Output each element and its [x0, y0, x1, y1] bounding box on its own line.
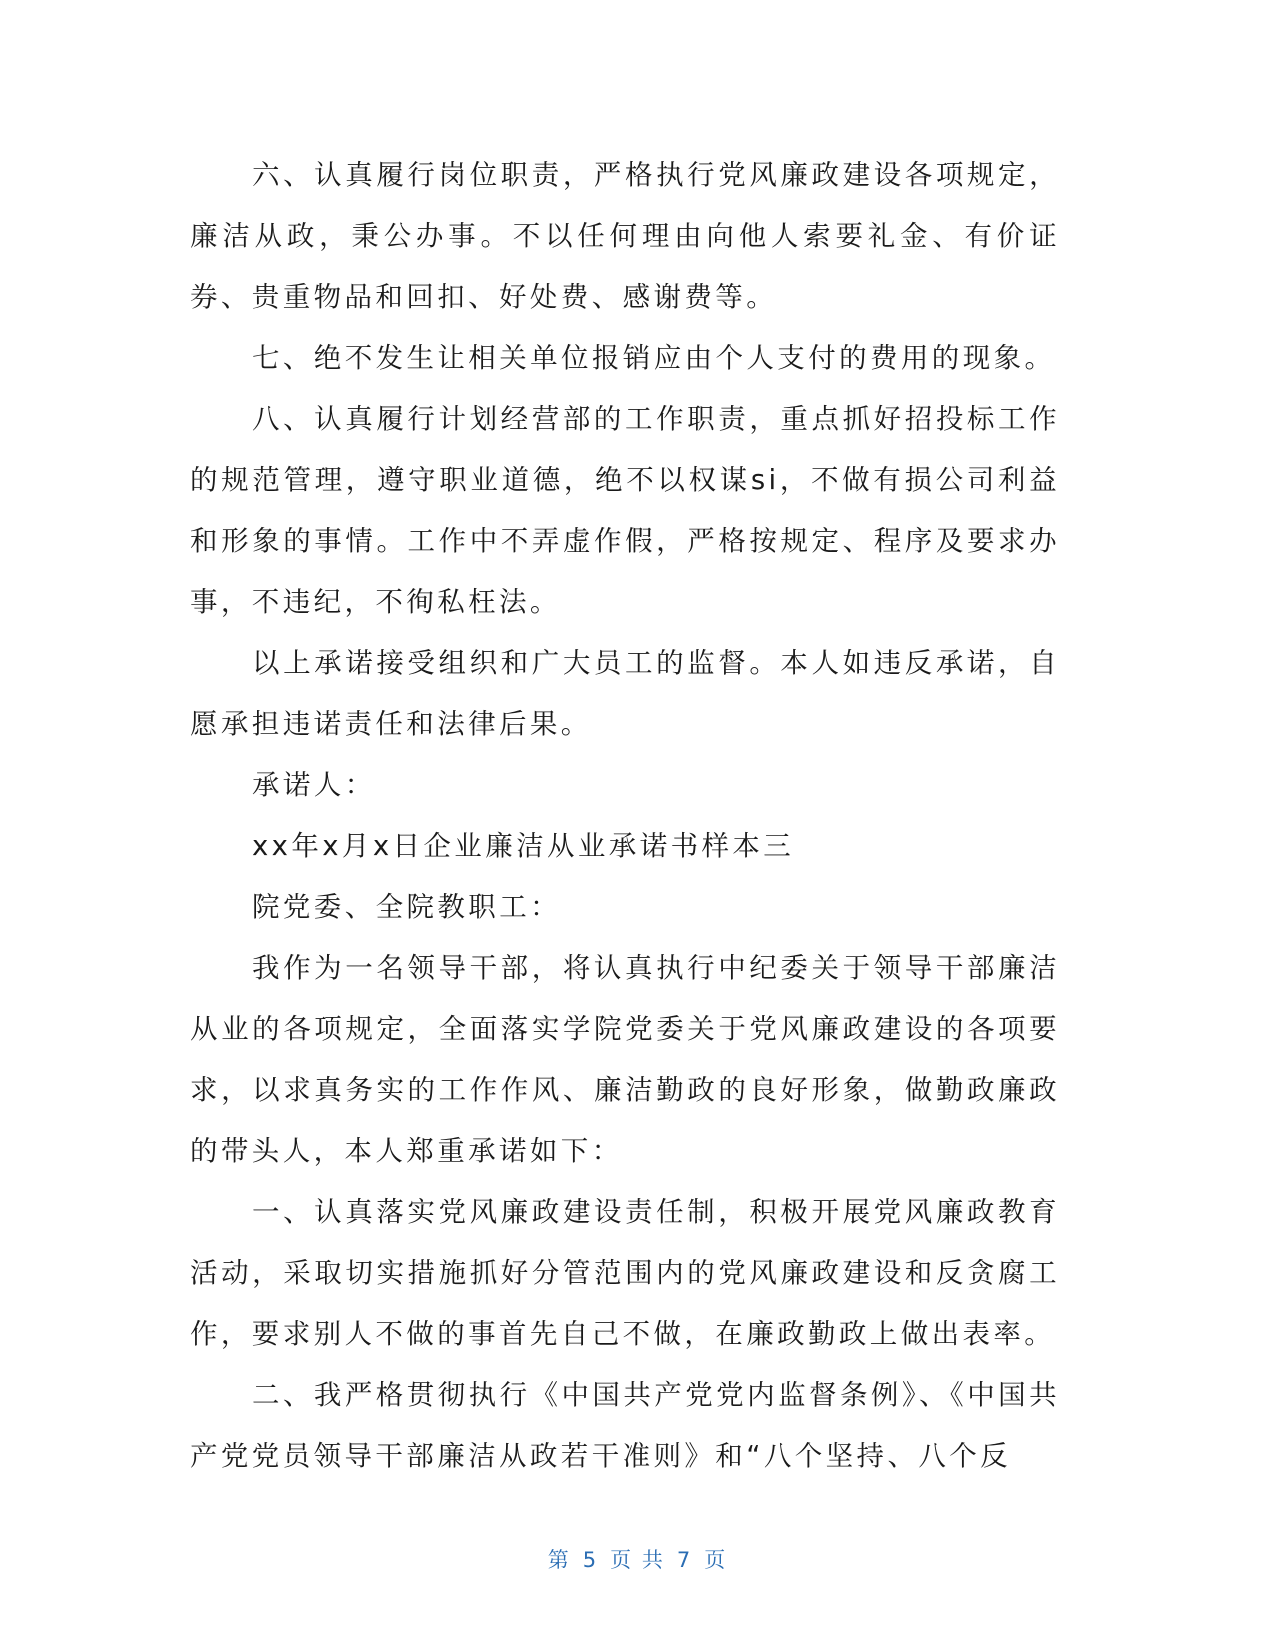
paragraph-item-7: 七、绝不发生让相关单位报销应由个人支付的费用的现象。 — [252, 342, 1056, 374]
footer-prefix: 第 — [547, 1548, 571, 1572]
paragraph-supervision: 以上承诺接受组织和广大员工的监督。本人如违反承诺，自愿承担违诺责任和法律后果。 — [190, 647, 1060, 740]
paragraph-salutation: 院党委、全院教职工： — [252, 891, 561, 923]
paragraph-item-2: 二、我严格贯彻执行《中国共产党党内监督条例》、《中国共产党党员领导干部廉洁从政若干准则》和“八个坚持、八个反 — [190, 1379, 1060, 1472]
footer-current-page: 5 — [582, 1548, 599, 1572]
paragraph-signatory: 承诺人： — [252, 769, 376, 801]
page-footer — [0, 1545, 1275, 1575]
footer-suffix: 页 — [704, 1548, 728, 1572]
footer-total-pages: 7 — [676, 1548, 693, 1572]
paragraph-item-8: 八、认真履行计划经营部的工作职责，重点抓好招投标工作的规范管理，遵守职业道德，绝不以权谋si，不做有损公司利益和形象的事情。工作中不弄虚作假，严格按规定、程序及要求办事，不违纪，不徇私枉法。 — [190, 403, 1060, 618]
paragraph-item-1: 一、认真落实党风廉政建设责任制，积极开展党风廉政教育活动，采取切实措施抓好分管范围内的党风廉政建设和反贪腐工作，要求别人不做的事首先自己不做，在廉政勤政上做出表率。 — [190, 1196, 1060, 1350]
footer-middle: 页 共 — [610, 1548, 665, 1572]
document-body — [190, 145, 1060, 1487]
paragraph-date-sample-title: xx年x月x日企业廉洁从业承诺书样本三 — [252, 830, 795, 862]
paragraph-item-6: 六、认真履行岗位职责，严格执行党风廉政建设各项规定，廉洁从政，秉公办事。不以任何理由向他人索要礼金、有价证券、贵重物品和回扣、好处费、感谢费等。 — [190, 159, 1060, 313]
paragraph-intro: 我作为一名领导干部，将认真执行中纪委关于领导干部廉洁从业的各项规定，全面落实学院党委关于党风廉政建设的各项要求，以求真务实的工作作风、廉洁勤政的良好形象，做勤政廉政的带头人，本人郑重承诺如下： — [190, 952, 1060, 1167]
